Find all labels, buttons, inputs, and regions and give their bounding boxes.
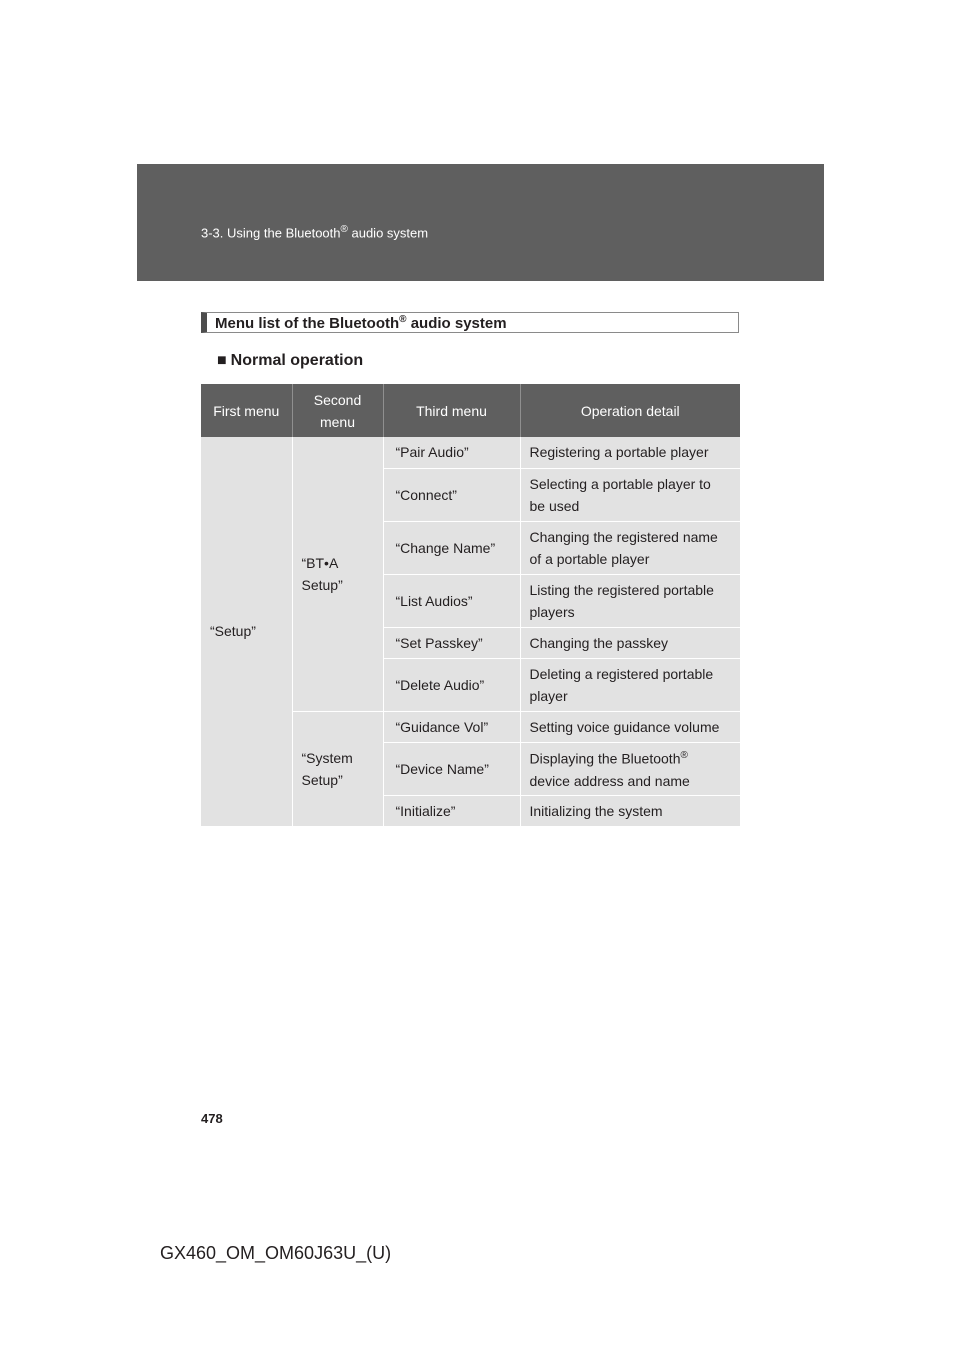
detail-cell <box>520 437 740 468</box>
detail-cell <box>520 627 740 658</box>
table-header-row <box>201 384 740 437</box>
chapter-title-text: Using the Bluetooth <box>227 225 341 241</box>
second-menu-cell <box>292 437 383 711</box>
third-menu-cell: “Pair Audio” <box>383 437 520 468</box>
third-menu-cell: “Device Name” <box>383 742 520 795</box>
chapter-title <box>201 224 428 240</box>
header-band <box>137 164 824 281</box>
third-menu-cell: “Guidance Vol” <box>383 711 520 742</box>
detail-line1: Registering a portable player <box>529 444 709 461</box>
detail-cell <box>520 711 740 742</box>
detail-cell <box>520 521 740 574</box>
registered-mark: ® <box>680 750 688 762</box>
detail-line2: of a portable player <box>529 550 650 567</box>
first-menu-cell: “Setup” <box>201 437 292 826</box>
detail-cell <box>520 574 740 627</box>
registered-mark: ® <box>399 314 407 325</box>
header-first-menu: First menu <box>201 384 292 437</box>
detail-line1: Deleting a registered portable <box>529 665 714 682</box>
detail-line1: Changing the passkey <box>529 634 669 651</box>
section-number: 3-3. <box>201 225 224 241</box>
subheading <box>217 352 363 370</box>
detail-line2: device address and name <box>529 772 690 789</box>
detail-cell <box>520 468 740 521</box>
square-bullet-icon: ■ <box>217 352 227 369</box>
document-code: GX460_OM_OM60J63U_(U) <box>160 1243 392 1263</box>
second-menu-line2: Setup” <box>301 576 343 593</box>
second-menu-cell <box>292 711 383 826</box>
section-heading-text: Menu list of the Bluetooth <box>215 315 400 332</box>
detail-line2: be used <box>529 497 580 514</box>
section-heading-suffix: audio system <box>406 315 507 332</box>
third-menu-cell: “Change Name” <box>383 521 520 574</box>
second-menu-line1: “BT•A <box>301 554 339 571</box>
second-menu-line1: “System <box>301 749 353 766</box>
chapter-title-suffix: audio system <box>347 225 429 241</box>
detail-line1: Changing the registered name <box>529 528 718 545</box>
header-second-menu-line1: Second <box>313 391 362 408</box>
header-second-menu-line2: menu <box>319 413 356 430</box>
subheading-text: Normal operation <box>230 352 364 369</box>
second-menu-line2: Setup” <box>301 771 343 788</box>
detail-line1: Setting voice guidance volume <box>529 718 720 735</box>
detail-line1: Initializing the system <box>529 802 663 819</box>
header-second-menu <box>292 384 383 437</box>
detail-line1: Displaying the Bluetooth <box>529 750 681 767</box>
registered-mark: ® <box>340 224 348 235</box>
table-row <box>201 437 740 468</box>
third-menu-cell: “List Audios” <box>383 574 520 627</box>
detail-cell <box>520 658 740 711</box>
detail-line1: Selecting a portable player to <box>529 475 711 492</box>
third-menu-cell: “Set Passkey” <box>383 627 520 658</box>
header-operation-detail: Operation detail <box>520 384 740 437</box>
detail-line2: players <box>529 603 575 620</box>
detail-cell <box>520 795 740 826</box>
header-third-menu: Third menu <box>383 384 520 437</box>
detail-line2: player <box>529 687 568 704</box>
detail-line1: Listing the registered portable <box>529 581 714 598</box>
section-heading <box>201 312 739 333</box>
page-number: 478 <box>201 1111 223 1126</box>
menu-table <box>201 384 740 827</box>
detail-cell <box>520 742 740 795</box>
third-menu-cell: “Connect” <box>383 468 520 521</box>
third-menu-cell: “Initialize” <box>383 795 520 826</box>
third-menu-cell: “Delete Audio” <box>383 658 520 711</box>
